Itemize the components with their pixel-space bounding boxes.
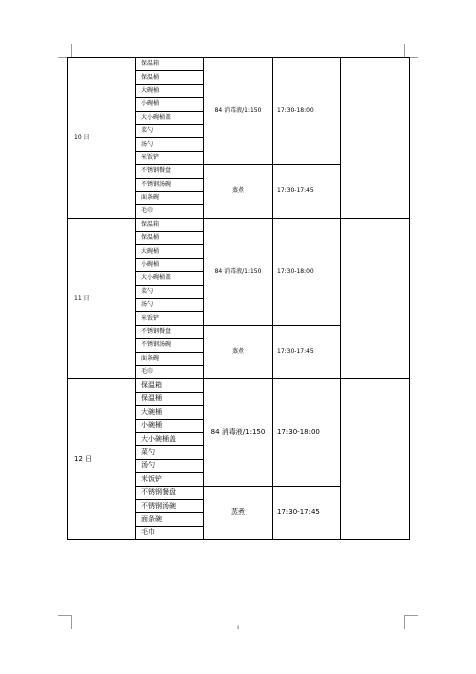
- item-cell: 小碗桶: [136, 98, 204, 111]
- table-row: [68, 218, 410, 231]
- table-row: [68, 58, 410, 71]
- item-cell: 保温桶: [136, 392, 204, 405]
- time-cell: 17:30-18:00: [273, 218, 341, 325]
- item-cell: 保温桶: [136, 232, 204, 245]
- item-cell: 大小碗桶盖: [136, 111, 204, 124]
- crop-mark-bottom-right-h: [405, 615, 418, 616]
- date-cell: 11 日: [68, 218, 136, 379]
- item-cell: 大碗桶: [136, 84, 204, 97]
- crop-mark-top-right: [404, 44, 405, 57]
- item-cell: 大小碗桶盖: [136, 432, 204, 445]
- method-cell: 蒸煮: [204, 165, 273, 219]
- item-cell: 面条碗: [136, 513, 204, 526]
- item-cell: 米饭铲: [136, 312, 204, 325]
- item-cell: 不锈钢汤碗: [136, 499, 204, 512]
- remark-cell: [341, 379, 410, 540]
- item-cell: 保温箱: [136, 379, 204, 392]
- item-cell: 不锈钢餐盘: [136, 486, 204, 499]
- method-cell: 蒸煮: [204, 486, 273, 540]
- item-cell: 菜勺: [136, 446, 204, 459]
- item-cell: 保温箱: [136, 218, 204, 231]
- item-cell: 汤勺: [136, 459, 204, 472]
- item-cell: 米饭铲: [136, 473, 204, 486]
- item-cell: 汤勺: [136, 299, 204, 312]
- remark-cell: [341, 58, 410, 219]
- item-cell: 不锈钢汤碗: [136, 339, 204, 352]
- item-cell: 保温桶: [136, 71, 204, 84]
- item-cell: 毛巾: [136, 205, 204, 218]
- time-cell: 17:30-18:00: [273, 58, 341, 165]
- item-cell: 汤勺: [136, 138, 204, 151]
- item-cell: 毛巾: [136, 365, 204, 378]
- date-cell: 10 日: [68, 58, 136, 219]
- time-cell: 17:30-17:45: [273, 325, 341, 379]
- disinfection-schedule-table: [67, 57, 410, 540]
- item-cell: 大碗桶: [136, 245, 204, 258]
- item-cell: 面条碗: [136, 352, 204, 365]
- item-cell: 不锈钢餐盘: [136, 165, 204, 178]
- method-cell: 84 消毒液/1:150: [204, 218, 273, 325]
- item-cell: 小碗桶: [136, 419, 204, 432]
- method-cell: 蒸煮: [204, 325, 273, 379]
- crop-mark-top-left: [71, 44, 72, 57]
- item-cell: 保温箱: [136, 58, 204, 71]
- item-cell: 不锈钢餐盘: [136, 325, 204, 338]
- item-cell: 面条碗: [136, 191, 204, 204]
- item-cell: 小碗桶: [136, 258, 204, 271]
- method-cell: 84 消毒液/1:150: [204, 379, 273, 486]
- method-cell: 84 消毒液/1:150: [204, 58, 273, 165]
- item-cell: 大小碗桶盖: [136, 272, 204, 285]
- time-cell: 17:30-18:00: [273, 379, 341, 486]
- table-row: [68, 379, 410, 392]
- item-cell: 米饭铲: [136, 151, 204, 164]
- crop-mark-bottom-left-h: [58, 615, 71, 616]
- item-cell: 菜勺: [136, 124, 204, 137]
- date-cell: 12 日: [68, 379, 136, 540]
- item-cell: 大碗桶: [136, 406, 204, 419]
- item-cell: 毛巾: [136, 526, 204, 539]
- page-number: 4: [236, 625, 240, 630]
- item-cell: 菜勺: [136, 285, 204, 298]
- remark-cell: [341, 218, 410, 379]
- time-cell: 17:30-17:45: [273, 486, 341, 540]
- item-cell: 不锈钢汤碗: [136, 178, 204, 191]
- time-cell: 17:30-17:45: [273, 165, 341, 219]
